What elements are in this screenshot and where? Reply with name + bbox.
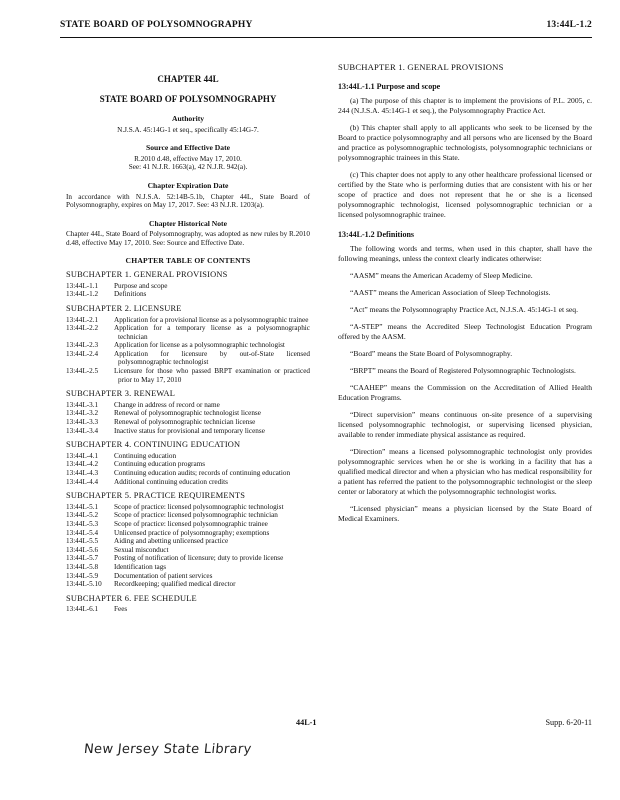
- toc-entry: [66, 367, 310, 384]
- toc-entry-number: 13:44L-6.1: [66, 605, 99, 614]
- toc-entry-title: Application for a temporary license as a polysomnographic technician: [114, 324, 310, 341]
- section-1-1-body: [338, 96, 592, 220]
- toc-entry-title: Scope of practice: licensed polysomnographic trainee: [114, 519, 268, 528]
- toc-entry: [66, 324, 310, 341]
- toc-entry-title: Continuing education programs: [114, 460, 206, 469]
- expiration-heading: Chapter Expiration Date: [147, 180, 229, 190]
- historical-text: Chapter 44L, State Board of Polysomnography, was adopted as new rules by R.2010 d.48, effective May 17, 2010. See: Source and Effective Date.: [66, 230, 310, 247]
- toc-entry: [66, 418, 310, 427]
- toc-subchapter-heading: SUBCHAPTER 5. PRACTICE REQUIREMENTS: [66, 491, 246, 501]
- toc-entry-number: 13:44L-1.2: [66, 290, 99, 299]
- toc-entry: [66, 478, 310, 487]
- paragraph: “Act” means the Polysomnography Practice Act, N.J.S.A. 45:14G-1 et seq.: [350, 305, 578, 314]
- toc-entry: [66, 563, 310, 572]
- toc-entry-number: 13:44L-5.6: [66, 545, 99, 554]
- toc-entry-title: Application for license as a polysomnographic technologist: [114, 341, 285, 350]
- toc-entry-number: 13:44L-5.5: [66, 537, 99, 546]
- paragraph: The following words and terms, when used in this chapter, shall have the following meanings, unless the context clearly indicates otherwise:: [338, 244, 592, 263]
- toc-entry-number: 13:44L-3.2: [66, 409, 99, 418]
- toc-entry: [66, 409, 310, 418]
- toc-entry: [66, 572, 310, 581]
- chapter-number: CHAPTER 44L: [157, 74, 219, 84]
- subchapter-heading: SUBCHAPTER 1. GENERAL PROVISIONS: [338, 62, 504, 72]
- paragraph: “Direct supervision” means continuous on-site presence of a supervising licensed polysomnographic technologist, or supervising licensed physician, available to render immediate physical assistance as required.: [338, 410, 592, 439]
- toc-entry-title: Posting of notification of licensure; duty to provide license: [114, 554, 284, 563]
- toc-entry-title: Identification tags: [114, 562, 167, 571]
- toc-entry: [66, 605, 310, 614]
- toc-entry: [66, 511, 310, 520]
- toc-entry-title: Purpose and scope: [114, 281, 168, 290]
- paragraph: (a) The purpose of this chapter is to implement the provisions of P.L. 2005, c. 244 (N.J.S.A. 45:14G-1 et seq.), the Polysomnography Practice Act.: [338, 96, 592, 115]
- source-heading: Source and Effective Date: [145, 143, 230, 153]
- toc-entry-title: Scope of practice: licensed polysomnographic technologist: [114, 502, 284, 511]
- historical-heading: Chapter Historical Note: [149, 218, 227, 228]
- toc-entry-title: Fees: [114, 605, 128, 614]
- paragraph: “Board” means the State Board of Polysomnography.: [350, 349, 513, 358]
- toc-entry-number: 13:44L-2.2: [66, 324, 99, 333]
- toc-entry-number: 13:44L-1.1: [66, 281, 99, 290]
- paragraph: “AAST” means the American Association of Sleep Technologists.: [350, 288, 551, 297]
- library-stamp: New Jersey State Library: [83, 742, 253, 757]
- section-1-1-heading: 13:44L-1.1 Purpose and scope: [338, 82, 441, 91]
- toc-title: CHAPTER TABLE OF CONTENTS: [125, 255, 251, 265]
- toc-entry-title: Additional continuing education credits: [114, 477, 228, 486]
- toc-entry-number: 13:44L-2.4: [66, 349, 99, 358]
- toc-entry: [66, 546, 310, 555]
- paragraph: (c) This chapter does not apply to any other healthcare professional licensed or certified by the State who is performing duties that are consistent with his or her scope of practice and does not represent that he or she is a licensed polysomnographic technologist, licensed polysomnographic technician or a licensed polysomnographic trainee.: [338, 170, 592, 219]
- toc-entry-title: Unlicensed practice of polysomnography; exemptions: [114, 528, 270, 537]
- toc-entry: [66, 460, 310, 469]
- paragraph: “AASM” means the American Academy of Sleep Medicine.: [350, 271, 533, 280]
- chapter-title: STATE BOARD OF POLYSOMNOGRAPHY: [99, 94, 277, 104]
- header-section: 13:44L-1.2: [546, 20, 592, 30]
- toc-entry-number: 13:44L-5.10: [66, 580, 102, 589]
- toc-entry-title: Recordkeeping; qualified medical director: [114, 580, 236, 589]
- toc-entry-title: Aiding and abetting unlicensed practice: [114, 537, 229, 546]
- toc-entry-title: Application for a provisional license as a polysomnographic trainee: [114, 315, 309, 324]
- expiration-text: In accordance with N.J.S.A. 52:14B-5.1b, Chapter 44L, State Board of Polysomnography, expires on May 17, 2017. See: 43 N.J.R. 1203(a).: [66, 192, 310, 210]
- paragraph: “A-STEP” means the Accredited Sleep Technologist Education Program offered by the AASM.: [338, 322, 592, 341]
- toc-entry-title: Sexual misconduct: [114, 545, 169, 554]
- toc-entry-number: 13:44L-5.1: [66, 502, 99, 511]
- paragraph: “Direction” means a licensed polysomnographic technologist only provides polysomnographic services when he or she is working in a facility that has a qualified medical director and when a physician who has medical responsibility for a patient has referred the patient to the polysomnographic technologist or the sleep center or laboratory at which the polysomnographic technologist works.: [338, 447, 592, 496]
- toc-entry: [66, 452, 310, 461]
- toc-entry-number: 13:44L-2.5: [66, 367, 99, 376]
- toc-entry-title: Documentation of patient services: [114, 571, 213, 580]
- toc-entry: [66, 427, 310, 436]
- toc-entry-title: Change in address of record or name: [114, 400, 220, 409]
- toc-entry-title: Application for licensure by out-of-State licensed polysomnographic technologist: [114, 349, 310, 367]
- toc-entry-title: Inactive status for provisional and temporary license: [114, 426, 265, 435]
- header-title: STATE BOARD OF POLYSOMNOGRAPHY: [60, 20, 253, 30]
- toc-entry-number: 13:44L-4.2: [66, 460, 99, 469]
- toc-entry: [66, 282, 310, 291]
- toc-entry: [66, 316, 310, 325]
- toc-entry-title: Definitions: [114, 290, 147, 299]
- toc-entry-title: Licensure for those who passed BRPT examination or practiced prior to May 17, 2010: [114, 367, 310, 384]
- toc-entry-number: 13:44L-2.3: [66, 341, 99, 350]
- toc-entry-number: 13:44L-5.3: [66, 519, 99, 528]
- toc-entry-number: 13:44L-4.3: [66, 469, 99, 477]
- toc-entry-title: Continuing education audits; records of continuing education: [114, 469, 291, 477]
- toc-subchapter-heading: SUBCHAPTER 3. RENEWAL: [66, 389, 176, 399]
- table-of-contents: [66, 271, 310, 614]
- toc-entry: [66, 401, 310, 410]
- toc-entry: [66, 537, 310, 546]
- toc-entry-number: 13:44L-5.7: [66, 554, 99, 563]
- running-header: [60, 20, 592, 34]
- toc-entry-title: Renewal of polysomnographic technologist license: [114, 409, 261, 418]
- toc-entry-title: Renewal of polysomnographic technician license: [114, 418, 256, 427]
- toc-entry: [66, 290, 310, 299]
- toc-entry: [66, 529, 310, 538]
- toc-entry-number: 13:44L-5.9: [66, 571, 99, 580]
- left-column: [66, 62, 310, 614]
- toc-entry-title: Scope of practice: licensed polysomnographic technician: [114, 511, 278, 520]
- paragraph: (b) This chapter shall apply to all applicants who seek to be licensed by the Board to practice polysomnography and all persons who are licensed by the Board and practice as polysomnographic technologists, polysomnographic technicians or polysomnographic trainees in this State.: [338, 123, 592, 162]
- toc-entry-number: 13:44L-5.8: [66, 562, 99, 571]
- toc-entry: [66, 554, 310, 563]
- supplement-date: Supp. 6-20-11: [545, 718, 592, 727]
- right-column: [338, 62, 592, 531]
- toc-entry-number: 13:44L-3.4: [66, 426, 99, 435]
- paragraph: “Licensed physician” means a physician licensed by the State Board of Medical Examiners.: [338, 504, 592, 523]
- toc-entry-number: 13:44L-4.1: [66, 451, 99, 460]
- toc-entry: [66, 341, 310, 350]
- section-1-2-heading: 13:44L-1.2 Definitions: [338, 230, 414, 239]
- toc-entry-number: 13:44L-4.4: [66, 477, 99, 486]
- toc-entry-number: 13:44L-5.4: [66, 528, 99, 537]
- toc-entry: [66, 580, 310, 589]
- toc-subchapter-heading: SUBCHAPTER 4. CONTINUING EDUCATION: [66, 440, 241, 450]
- header-rule: [60, 37, 592, 38]
- toc-subchapter-heading: SUBCHAPTER 1. GENERAL PROVISIONS: [66, 270, 228, 280]
- toc-subchapter-heading: SUBCHAPTER 6. FEE SCHEDULE: [66, 593, 197, 603]
- source-line-2: See: 41 N.J.R. 1663(a), 42 N.J.R. 942(a).: [128, 163, 248, 172]
- authority-heading: Authority: [171, 114, 205, 123]
- toc-entry-title: Continuing education: [114, 451, 177, 460]
- toc-entry-number: 13:44L-2.1: [66, 315, 99, 324]
- toc-entry: [66, 520, 310, 529]
- toc-subchapter-heading: SUBCHAPTER 2. LICENSURE: [66, 303, 182, 313]
- toc-entry-number: 13:44L-5.2: [66, 511, 99, 520]
- toc-entry: [66, 350, 310, 367]
- source-line-1: R.2010 d.48, effective May 17, 2010.: [134, 154, 242, 163]
- page-number: 44L-1: [296, 718, 317, 727]
- toc-entry: [66, 503, 310, 512]
- toc-entry-number: 13:44L-3.1: [66, 400, 99, 409]
- section-1-2-body: [338, 244, 592, 524]
- authority-text: N.J.S.A. 45:14G-1 et seq., specifically 45:14G-7.: [117, 125, 259, 134]
- paragraph: “CAAHEP” means the Commission on the Accreditation of Allied Health Education Programs.: [338, 383, 592, 402]
- paragraph: “BRPT” means the Board of Registered Polysomnographic Technologists.: [350, 366, 576, 375]
- toc-entry-number: 13:44L-3.3: [66, 418, 99, 427]
- page-footer: [60, 718, 592, 732]
- toc-entry: [66, 469, 310, 478]
